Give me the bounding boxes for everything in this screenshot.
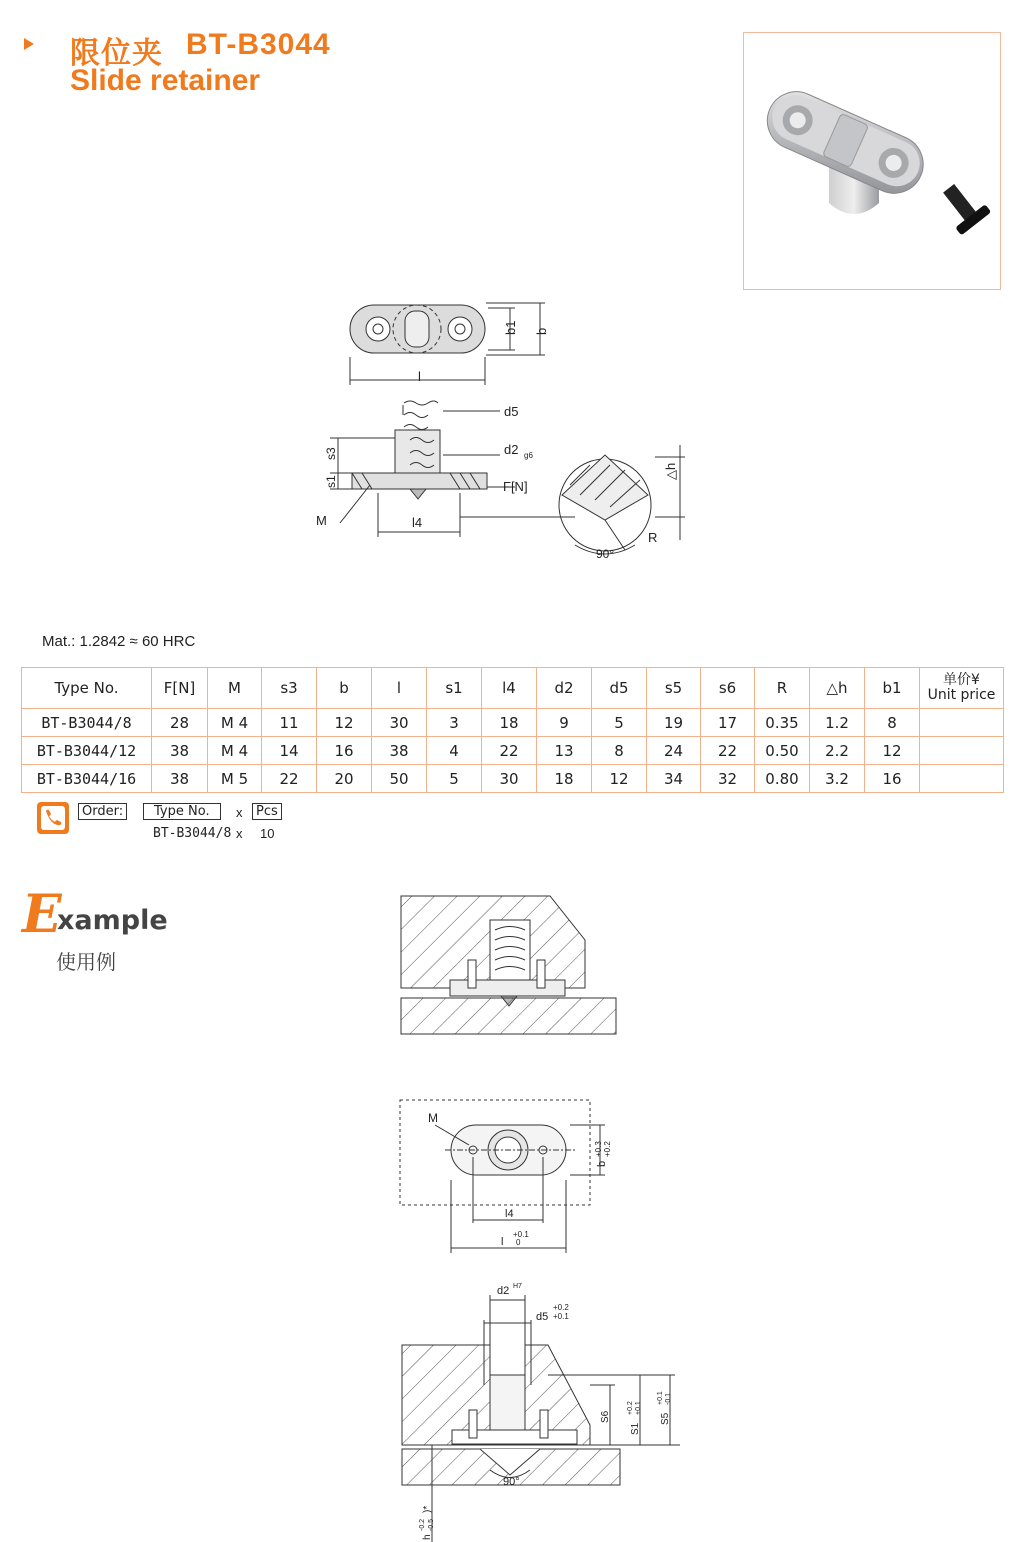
label-d2-tolerance: g6	[524, 451, 533, 460]
table-cell: 12	[865, 737, 920, 765]
label-d2: d2	[504, 442, 519, 457]
table-cell: 32	[701, 765, 755, 793]
example-label-s5: S5	[660, 1412, 671, 1425]
table-cell: 30	[372, 709, 427, 737]
table-cell: BT-B3044/8	[22, 709, 152, 737]
label-s3: s3	[324, 447, 338, 460]
col-header: s5	[647, 668, 701, 709]
product-title-cn: 限位夹	[70, 37, 163, 70]
example-label-d5-tol-up: +0.2	[553, 1303, 569, 1312]
example-label-s6: S6	[600, 1410, 611, 1423]
table-cell: 17	[701, 709, 755, 737]
table-cell: 0.35	[755, 709, 810, 737]
example-label-s1-tol-up: +0.2	[627, 1401, 634, 1415]
order-pcs-label: Pcs	[252, 803, 282, 820]
table-cell: 30	[482, 765, 537, 793]
order-multiply: x	[236, 805, 243, 820]
example-heading: xample	[57, 905, 168, 936]
table-cell: 12	[317, 709, 372, 737]
label-force: F[N]	[503, 479, 528, 494]
col-header: △h	[810, 668, 865, 709]
order-label: Order:	[78, 803, 127, 820]
table-cell: 38	[152, 765, 208, 793]
table-cell: 8	[865, 709, 920, 737]
example-label-l: l	[501, 1236, 504, 1248]
table-cell: 8	[592, 737, 647, 765]
table-row	[22, 737, 1004, 765]
table-header-row	[22, 668, 1004, 709]
material-spec: Mat.: 1.2842 ≈ 60 HRC	[42, 633, 196, 650]
col-header: b1	[865, 668, 920, 709]
table-cell: 38	[372, 737, 427, 765]
table-row	[22, 765, 1004, 793]
example-label-h: h	[422, 1534, 433, 1540]
table-cell: BT-B3044/12	[22, 737, 152, 765]
label-delta-h: △h	[663, 462, 678, 480]
table-cell: 13	[537, 737, 592, 765]
table-cell: 12	[592, 765, 647, 793]
price-header-en: Unit price	[927, 687, 996, 703]
table-cell: 9	[537, 709, 592, 737]
spec-table	[21, 667, 1004, 793]
example-label-d5: d5	[536, 1311, 549, 1323]
col-header: b	[317, 668, 372, 709]
col-header: s6	[701, 668, 755, 709]
label-l: l	[418, 369, 421, 384]
example-label-m: M	[428, 1111, 438, 1125]
price-header-cn: 单价¥	[943, 672, 980, 688]
table-cell: BT-B3044/16	[22, 765, 152, 793]
col-header: F[N]	[152, 668, 208, 709]
table-cell: 22	[262, 765, 317, 793]
label-angle: 90°	[596, 547, 615, 561]
table-cell: 11	[262, 709, 317, 737]
table-cell: 4	[427, 737, 482, 765]
example-label-h-suffix: )*	[422, 1505, 433, 1513]
table-cell: 34	[647, 765, 701, 793]
example-label-b-tol-up: +0.3	[594, 1141, 603, 1157]
table-cell: 5	[427, 765, 482, 793]
col-header: M	[208, 668, 262, 709]
label-d5: d5	[504, 404, 519, 419]
product-render-icon	[744, 33, 1000, 289]
label-b: b	[534, 327, 549, 335]
order-type-label: Type No.	[143, 803, 221, 820]
table-cell: 24	[647, 737, 701, 765]
example-label-s5-tol-low: -0.1	[665, 1392, 672, 1405]
table-cell-price	[920, 737, 1004, 765]
example-label-angle: 90°	[503, 1476, 520, 1488]
col-header: R	[755, 668, 810, 709]
order-example-qty: 10	[260, 826, 275, 841]
example-heading-initial: E	[22, 884, 62, 945]
table-cell: 22	[482, 737, 537, 765]
col-header: d2	[537, 668, 592, 709]
example-label-l-tol-low: 0	[516, 1238, 521, 1247]
example-drawing-section	[390, 1275, 690, 1542]
technical-drawing	[300, 295, 700, 575]
table-row	[22, 709, 1004, 737]
table-cell: 28	[152, 709, 208, 737]
example-label-d2: d2	[497, 1285, 510, 1297]
table-cell: 3	[427, 709, 482, 737]
col-header: Type No.	[22, 668, 152, 709]
col-header: s1	[427, 668, 482, 709]
table-cell: 18	[537, 765, 592, 793]
col-header: l	[372, 668, 427, 709]
phone-order-icon	[37, 802, 69, 834]
example-drawing-pocket	[395, 1095, 645, 1255]
table-cell: 22	[701, 737, 755, 765]
col-header: s3	[262, 668, 317, 709]
example-label-s5-tol-up: +0.1	[657, 1391, 664, 1405]
order-example-type: BT-B3044/8	[153, 826, 232, 841]
example-label-b-tol-low: +0.2	[603, 1141, 612, 1157]
product-title-en: Slide retainer	[70, 64, 261, 97]
label-b1: b1	[503, 320, 518, 335]
table-cell: 0.80	[755, 765, 810, 793]
example-heading-cn: 使用例	[56, 950, 116, 974]
label-r: R	[648, 530, 658, 545]
table-cell-price	[920, 765, 1004, 793]
table-cell: 5	[592, 709, 647, 737]
table-cell: 50	[372, 765, 427, 793]
label-m: M	[316, 513, 327, 528]
table-cell: M 4	[208, 737, 262, 765]
example-label-h-tol-low: -0.5	[428, 1518, 435, 1531]
table-cell: 14	[262, 737, 317, 765]
col-header: d5	[592, 668, 647, 709]
order-multiply-example: x	[236, 826, 243, 841]
table-cell: 0.50	[755, 737, 810, 765]
example-label-h-tol-up: -0.2	[419, 1518, 426, 1531]
table-cell: 1.2	[810, 709, 865, 737]
product-code: BT-B3044	[186, 28, 331, 61]
product-photo	[743, 32, 1001, 290]
table-cell: 3.2	[810, 765, 865, 793]
example-drawing-assembly	[395, 890, 635, 1045]
example-label-s1-tol-low: +0.1	[635, 1401, 642, 1415]
table-cell: M 4	[208, 709, 262, 737]
table-cell: 20	[317, 765, 372, 793]
table-cell: 2.2	[810, 737, 865, 765]
table-cell-price	[920, 709, 1004, 737]
example-label-d2-tol: H7	[513, 1283, 522, 1290]
col-header-price	[920, 668, 1004, 709]
table-cell: M 5	[208, 765, 262, 793]
example-label-d5-tol-low: +0.1	[553, 1312, 569, 1321]
title-arrow-icon	[24, 38, 34, 50]
example-label-l-tol-up: +0.1	[513, 1230, 529, 1239]
example-label-b: b	[596, 1160, 608, 1167]
table-cell: 19	[647, 709, 701, 737]
table-cell: 38	[152, 737, 208, 765]
table-cell: 16	[865, 765, 920, 793]
table-cell: 18	[482, 709, 537, 737]
label-s1: s1	[324, 475, 338, 488]
example-label-s1: S1	[630, 1422, 641, 1435]
label-l4: l4	[412, 515, 423, 530]
col-header: l4	[482, 668, 537, 709]
table-cell: 16	[317, 737, 372, 765]
example-label-l4: l4	[505, 1208, 514, 1220]
